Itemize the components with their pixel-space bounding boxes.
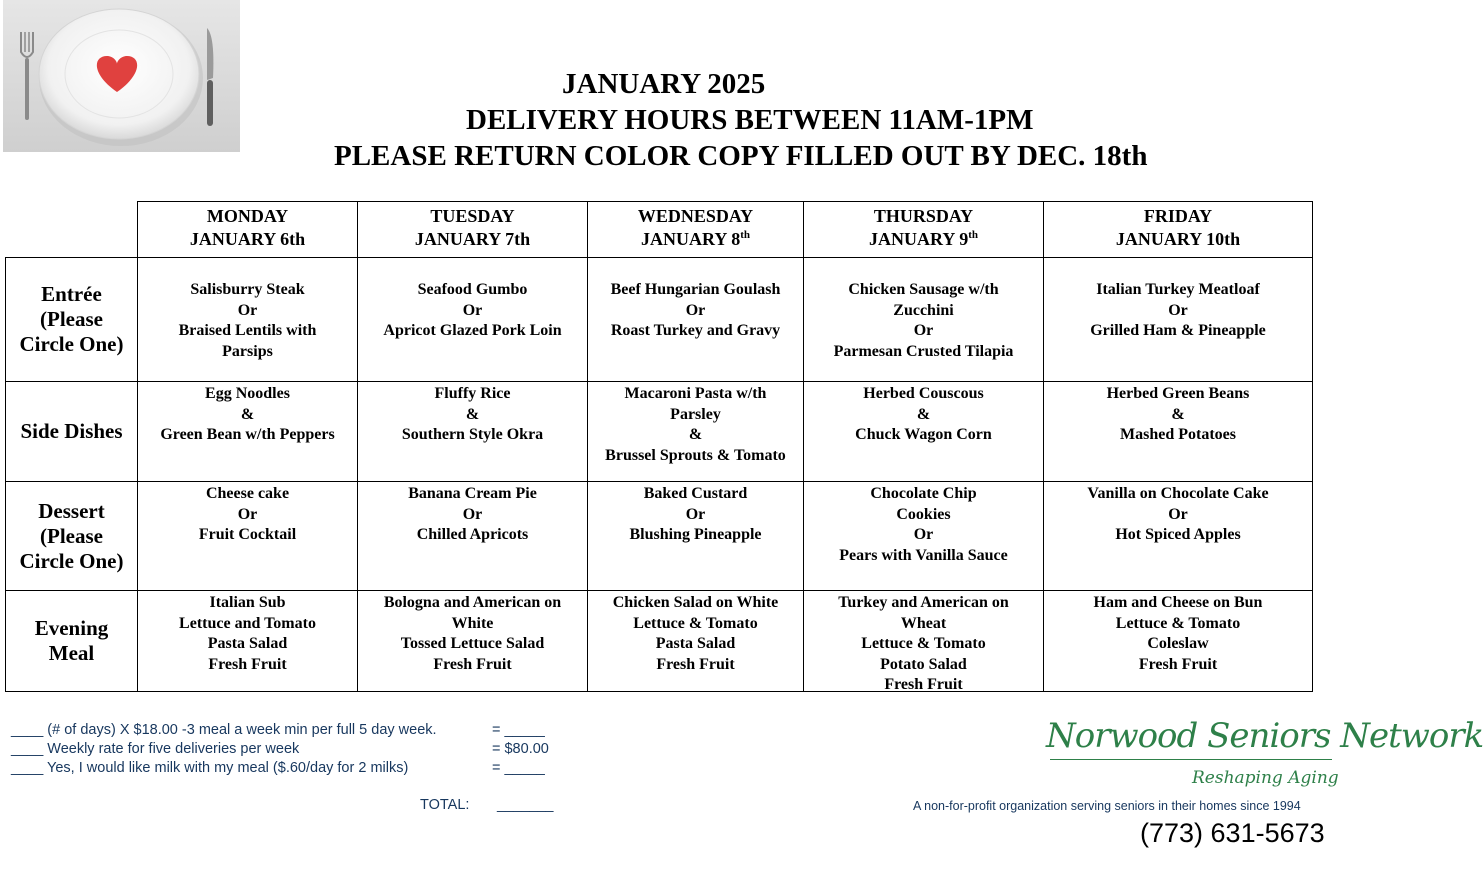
side-monday[interactable]: Egg Noodles & Green Bean w/th Peppers (138, 382, 358, 482)
fork-icon (21, 32, 33, 120)
evening-thursday: Turkey and American on Wheat Lettuce & Tomato Potato Salad Fresh Fruit (804, 591, 1044, 692)
weekly-menu-table (5, 201, 1313, 692)
milk-option-line[interactable]: ____ Yes, I would like milk with my meal ($.60/day for 2 milks) = _____ (11, 760, 545, 776)
day-header-wednesday: WEDNESDAY JANUARY 8th (588, 202, 804, 258)
evening-monday: Italian Sub Lettuce and Tomato Pasta Salad Fresh Fruit (138, 591, 358, 692)
side-friday[interactable]: Herbed Green Beans & Mashed Potatoes (1044, 382, 1313, 482)
day-header-tuesday: TUESDAY JANUARY 7th (358, 202, 588, 258)
evening-wednesday: Chicken Salad on White Lettuce & Tomato Pasta Salad Fresh Fruit (588, 591, 804, 692)
total-label: TOTAL: (420, 797, 470, 813)
entree-wednesday[interactable]: Beef Hungarian Goulash Or Roast Turkey and Gravy (588, 258, 804, 382)
row-label-entree: Entrée (Please Circle One) (6, 258, 138, 382)
entree-row (6, 258, 1313, 382)
plate-with-heart-icon (3, 0, 240, 152)
plate-photo (3, 0, 240, 152)
row-label-side-dishes: Side Dishes (6, 382, 138, 482)
entree-tuesday[interactable]: Seafood Gumbo Or Apricot Glazed Pork Loin (358, 258, 588, 382)
day-header-row (6, 202, 1313, 258)
row-label-evening-meal: Evening Meal (6, 591, 138, 692)
evening-tuesday: Bologna and American on White Tossed Lettuce Salad Fresh Fruit (358, 591, 588, 692)
dessert-tuesday[interactable]: Banana Cream Pie Or Chilled Apricots (358, 482, 588, 591)
side-wednesday[interactable]: Macaroni Pasta w/th Parsley & Brussel Sprouts & Tomato (588, 382, 804, 482)
dessert-friday[interactable]: Vanilla on Chocolate Cake Or Hot Spiced Apples (1044, 482, 1313, 591)
side-thursday[interactable]: Herbed Couscous & Chuck Wagon Corn (804, 382, 1044, 482)
org-phone: (773) 631-5673 (1140, 818, 1325, 848)
evening-meal-row (6, 591, 1313, 692)
dessert-thursday[interactable]: Chocolate Chip Cookies Or Pears with Vanilla Sauce (804, 482, 1044, 591)
evening-friday: Ham and Cheese on Bun Lettuce & Tomato Coleslaw Fresh Fruit (1044, 591, 1313, 692)
side-tuesday[interactable]: Fluffy Rice & Southern Style Okra (358, 382, 588, 482)
knife-icon (207, 28, 213, 126)
entree-monday[interactable]: Salisburry Steak Or Braised Lentils with Parsips (138, 258, 358, 382)
org-tagline: Reshaping Aging (1192, 768, 1339, 788)
entree-friday[interactable]: Italian Turkey Meatloaf Or Grilled Ham & Pineapple (1044, 258, 1313, 382)
days-count-line[interactable]: ____ (# of days) X $18.00 -3 meal a week min per full 5 day week. = _____ (11, 722, 545, 738)
weekly-rate-line[interactable]: ____ Weekly rate for five deliveries per week = $80.00 (11, 741, 549, 757)
corner-cell (6, 202, 138, 258)
row-label-dessert: Dessert (Please Circle One) (6, 482, 138, 591)
dessert-row (6, 482, 1313, 591)
delivery-hours-note: DELIVERY HOURS BETWEEN 11AM-1PM (466, 104, 1034, 136)
day-header-thursday: THURSDAY JANUARY 9th (804, 202, 1044, 258)
logo-divider (1050, 759, 1332, 760)
side-dishes-row (6, 382, 1313, 482)
org-logo-name: Norwood Seniors Network (1046, 716, 1483, 756)
dessert-monday[interactable]: Cheese cake Or Fruit Cocktail (138, 482, 358, 591)
return-deadline-note: PLEASE RETURN COLOR COPY FILLED OUT BY DEC. 18th (334, 140, 1148, 172)
day-header-friday: FRIDAY JANUARY 10th (1044, 202, 1313, 258)
menu-month-title: JANUARY 2025 (562, 68, 766, 100)
entree-thursday[interactable]: Chicken Sausage w/th Zucchini Or Parmesan Crusted Tilapia (804, 258, 1044, 382)
dessert-wednesday[interactable]: Baked Custard Or Blushing Pineapple (588, 482, 804, 591)
org-description: A non-for-profit organization serving seniors in their homes since 1994 (913, 799, 1301, 813)
total-field[interactable]: _______ (497, 797, 554, 813)
day-header-monday: MONDAY JANUARY 6th (138, 202, 358, 258)
